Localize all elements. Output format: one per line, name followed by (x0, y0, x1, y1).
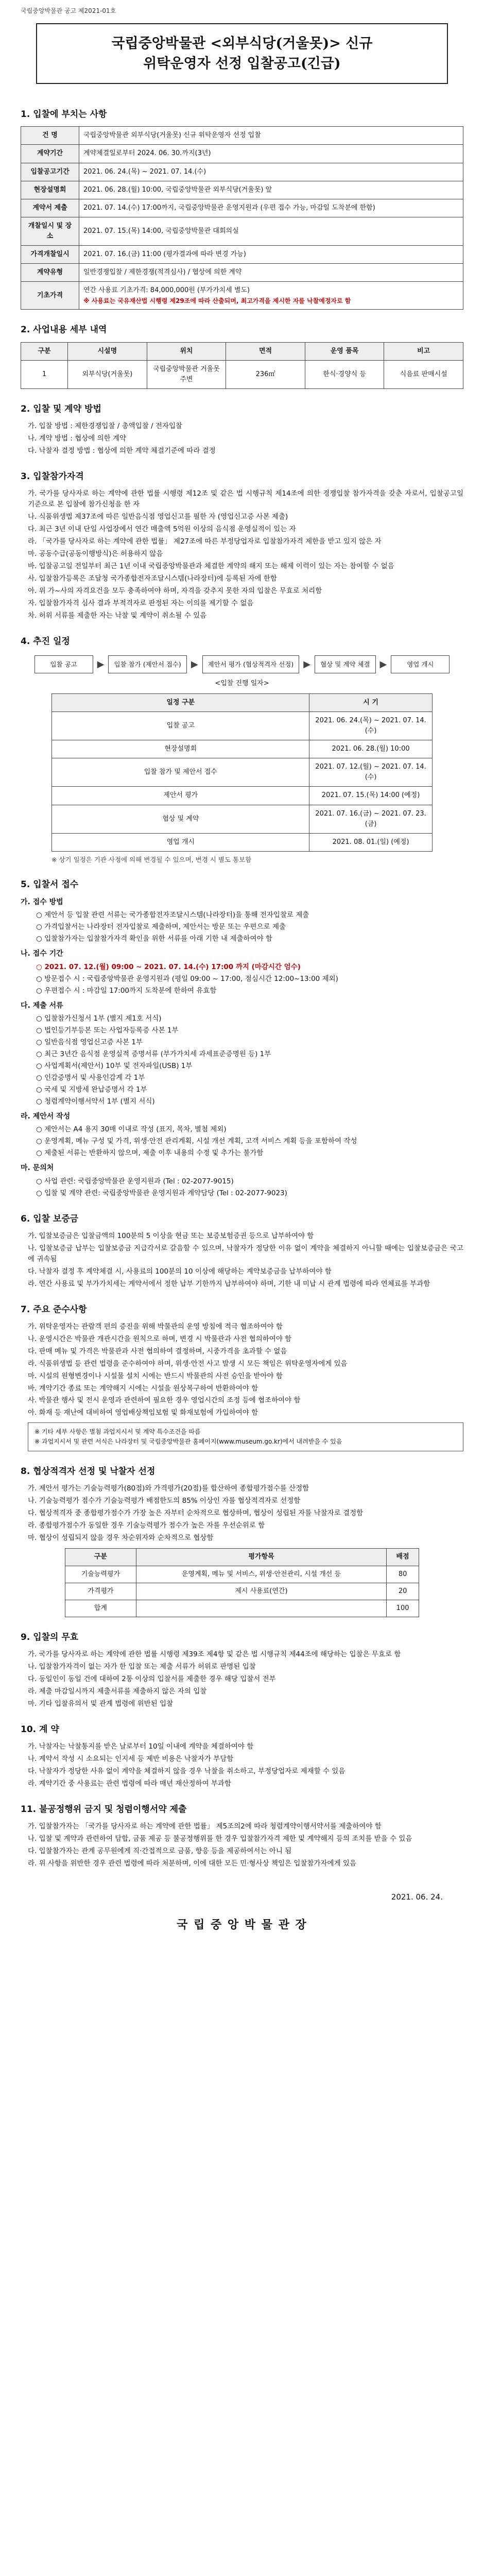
flow-step: 제안서 평가 (협상적격자 선정) (202, 655, 300, 674)
list-item: ○ 최근 3년간 음식점 운영실적 증명서류 (부가가치세 과세표준증명원 등) 1부 (36, 1050, 271, 1059)
list-item: 차. 허위 서류를 제출한 자는 낙찰 및 계약이 취소될 수 있음 (28, 611, 207, 620)
list-item: 나. 계약서 작성 시 소요되는 인지세 등 제반 비용은 낙찰자가 부담함 (28, 1755, 234, 1764)
notice-date: 2021. 06. 24. (391, 1892, 443, 1902)
subsection-title: 가. 접수 방법 (21, 897, 63, 906)
list-item: ○ 제안서는 A4 용지 30매 이내로 작성 (표지, 목차, 별첨 제외) (36, 1125, 227, 1134)
subsection-title: 라. 제안서 작성 (21, 1112, 71, 1121)
schedule-flow (21, 655, 463, 674)
list-item: ○ 입찰 및 계약 관련: 국립중앙박물관 운영지원과 계약담당 (Tel : 02-2077-9023) (36, 1189, 287, 1197)
table-header-row: 구분 평가항목 배점 (65, 1549, 419, 1566)
list-item: ○ 우편접수 시 : 마감일 17:00까지 도착분에 한하여 유효함 (36, 986, 217, 995)
list-item: ○ 2021. 07. 12.(월) 09:00 ~ 2021. 07. 14.(수) 17:00 까지 (마감시간 엄수) (36, 962, 301, 971)
section-5-title: 4. 추진 일정 (21, 636, 70, 647)
list-item: 마. 공동수급(공동이행방식)은 허용하지 않음 (28, 550, 163, 558)
list-item: 라. 위 사항을 위반한 경우 관련 법령에 따라 처분하며, 이에 대한 모든 민·형사상 책임은 입찰참가자에게 있음 (28, 1859, 357, 1868)
list-item: 라. 식품위생법 등 관련 법령을 준수하여야 하며, 위생·안전 사고 발생 시 모든 책임은 위탁운영자에게 있음 (28, 1359, 348, 1368)
list-item: 마. 협상이 성립되지 않을 경우 차순위자와 순차적으로 협상함 (28, 1533, 214, 1542)
list-item: ○ 입찰참가자는 입찰참가자격 확인을 위한 서류를 아래 기한 내 제출하여야 함 (36, 935, 272, 943)
list-item: 가. 제안서 평가는 기술능력평가(80점)와 가격평가(20점)를 합산하여 종합평가점수를 산정함 (28, 1484, 309, 1493)
list-item: 바. 입찰공고일 전일부터 최근 1년 이내 국립중앙박물관과 체결한 계약의 해지 또는 해제 이력이 있는 자는 참여할 수 없음 (28, 562, 394, 570)
list-item: 마. 기타 입찰유의서 및 관계 법령에 위반된 입찰 (28, 1700, 174, 1708)
list-item: 나. 기술능력평가 점수가 기술능력평가 배점한도의 85% 이상인 자를 협상적격자로 선정함 (28, 1496, 301, 1505)
table-row: 기술능력평가 운영계획, 메뉴 및 서비스, 위생·안전관리, 시설 개선 등 80 (65, 1566, 419, 1583)
flow-step: 영업 개시 (391, 655, 450, 674)
table-row: 영업 개시 2021. 08. 01.(일) (예정) (52, 833, 433, 851)
title-line-1: 국립중앙박물관 <외부식당(거울못)> 신규 (111, 35, 373, 52)
list-item: 나. 입찰보증금 납부는 입찰보증금 지급각서로 갈음할 수 있으며, 낙찰자가 정당한 이유 없이 계약을 체결하지 아니할 때에는 입찰보증금은 국고에 귀속됨 (28, 1244, 463, 1263)
list-item: 다. 낙찰자가 정당한 사유 없이 계약을 체결하지 않을 경우 낙찰을 취소하고, 부정당업자로 제재할 수 있음 (28, 1767, 345, 1776)
list-item: 아. 위 가~사의 자격요건을 모두 충족하여야 하며, 자격을 갖추지 못한 자의 입찰은 무효로 처리함 (28, 586, 322, 595)
list-item: 다. 판매 메뉴 및 가격은 박물관과 사전 협의하여 결정하며, 시중가격을 초과할 수 없음 (28, 1347, 287, 1355)
section-9-title: 8. 협상적격자 선정 및 낙찰자 선정 (21, 1466, 155, 1477)
table-row: 제안서 평가 2021. 07. 15.(목) 14:00 (예정) (52, 787, 433, 805)
table-row: 현장설명회 2021. 06. 28.(월) 10:00 (52, 740, 433, 758)
detail-table (21, 342, 463, 389)
table-row: 입찰 참가 및 제안서 접수 2021. 07. 12.(월) ~ 2021. 07. 14.(수) (52, 758, 433, 787)
flow-step: 입찰 공고 (34, 655, 93, 674)
list-item: 자. 입찰참가자격 심사 결과 부적격자로 판정된 자는 이의를 제기할 수 없음 (28, 599, 254, 607)
table-row: 가격평가 제시 사용료(연간) 20 (65, 1583, 419, 1600)
subsection-title: 마. 문의처 (21, 1164, 54, 1173)
list-item: ○ 인감증명서 및 사용인감계 각 1부 (36, 1073, 145, 1082)
list-item: 가. 입찰 방법 : 제한경쟁입찰 / 총액입찰 / 전자입찰 (28, 422, 183, 431)
list-item: ○ 사업계획서(제안서) 10부 및 전자파일(USB) 1부 (36, 1061, 193, 1070)
section-8-title: 7. 주요 준수사항 (21, 1304, 87, 1315)
list-item: 가. 입찰보증금은 입찰금액의 100분의 5 이상을 현금 또는 보증보험증권 등으로 납부하여야 함 (28, 1231, 314, 1240)
list-item: 다. 낙찰자 결정 후 계약체결 시, 사용료의 100분의 10 이상에 해당하는 계약보증금을 납부하여야 함 (28, 1267, 332, 1276)
arrow-right-icon: ▶ (191, 658, 198, 670)
list-item: 라. 「국가를 당사자로 하는 계약에 관한 법률」 제27조에 따른 부정당업자로 입찰참가자격 제한을 받고 있지 않은 자 (28, 537, 382, 546)
table-header-row: 구분 시설명 위치 면적 운영 품목 비고 (21, 342, 463, 360)
fee-note: ※ 사용료는 국유재산법 시행령 제29조에 따라 산출되며, 최고가격을 제시한 자를 낙찰예정자로 함 (83, 297, 351, 304)
list-item: 가. 국가를 당사자로 하는 계약에 관한 법률 시행령 제39조 제4항 및 같은 법 시행규칙 제44조에 해당하는 입찰은 무효로 함 (28, 1650, 401, 1659)
notice-box (28, 1422, 463, 1451)
section-12-title: 11. 불공정행위 금지 및 청렴이행서약 제출 (21, 1804, 187, 1815)
schedule-note: ※ 상기 일정은 기관 사정에 의해 변경될 수 있으며, 변경 시 별도 통보함 (51, 855, 252, 863)
title-line-2: 위탁운영자 선정 입찰공고(긴급) (143, 55, 341, 72)
list-item: 라. 계약기간 중 사용료는 관련 법령에 따라 매년 재산정하여 부과함 (28, 1780, 232, 1788)
list-item: ○ 제출된 서류는 반환하지 않으며, 제출 이후 내용의 수정 및 추가는 불가함 (36, 1149, 264, 1158)
list-item: 사. 입찰참가등록은 조달청 국가종합전자조달시스템(나라장터)에 등록된 자에 한함 (28, 574, 277, 583)
list-item: 바. 계약기간 종료 또는 계약해지 시에는 시설을 원상복구하여 반환하여야 함 (28, 1384, 258, 1393)
list-item: ○ 사업 관련: 국립중앙박물관 운영지원과 (Tel : 02-2077-9015) (36, 1177, 234, 1185)
list-item: 가. 위탁운영자는 관람객 편의 증진을 위해 박물관의 운영 방침에 적극 협조하여야 함 (28, 1322, 283, 1331)
list-item: 아. 화재 등 재난에 대비하여 영업배상책임보험 및 화재보험에 가입하여야 함 (28, 1409, 258, 1417)
list-item: 사. 박물관 행사 및 전시 운영과 관련하여 필요한 경우 영업시간의 조정 등에 협조하여야 함 (28, 1396, 301, 1405)
list-item: ○ 입찰참가신청서 1부 (별지 제1호 서식) (36, 1014, 162, 1023)
evaluation-table (65, 1548, 419, 1617)
list-item: 나. 계약 방법 : 협상에 의한 계약 (28, 434, 127, 443)
list-item: ○ 국세 및 지방세 완납증명서 각 1부 (36, 1085, 147, 1094)
table-row: 협상 및 계약 2021. 07. 16.(금) ~ 2021. 07. 23.(금) (52, 805, 433, 833)
section-2-title: 2. 사업내용 세부 내역 (21, 325, 107, 335)
list-item: ○ 제안서 등 입찰 관련 서류는 국가종합전자조달시스템(나라장터)을 통해 전자입찰로 제출 (36, 911, 309, 920)
list-item: 다. 입찰참가자는 관계 공무원에게 직·간접적으로 금품, 향응 등을 제공하여서는 아니 됨 (28, 1847, 292, 1856)
table-row: 합계 100 (65, 1600, 419, 1617)
list-item: 다. 낙찰자 결정 방법 : 협상에 의한 계약 체결기준에 따라 결정 (28, 447, 216, 455)
arrow-right-icon: ▶ (303, 658, 311, 670)
box-line: ※ 과업지시서 및 관련 서식은 나라장터 및 국립중앙박물관 홈페이지(www.museum.go.kr)에서 내려받을 수 있음 (34, 1437, 342, 1445)
list-item: 가. 낙찰자는 낙찰통지를 받은 날로부터 10일 이내에 계약을 체결하여야 함 (28, 1742, 254, 1751)
list-item: ○ 일반음식점 영업신고증 사본 1부 (36, 1038, 143, 1047)
list-item: 가. 국가를 당사자로 하는 계약에 관한 법률 시행령 제12조 및 같은 법 시행규칙 제14조에 의한 경쟁입찰 참가자격을 갖춘 자로서, 입찰공고일 기준으로 본 입찰에 참가신청을 한 자 (28, 489, 463, 509)
flow-step: 협상 및 계약 체결 (315, 655, 375, 674)
notice-page (21, 0, 463, 1934)
list-item: 라. 종합평가점수가 동일한 경우 기술능력평가 점수가 높은 자를 우선순위로 함 (28, 1521, 265, 1530)
section-10-title: 9. 입찰의 무효 (21, 1632, 79, 1643)
section-6-title: 5. 입찰서 접수 (21, 879, 79, 890)
list-item: 나. 입찰참가자격이 없는 자가 한 입찰 또는 제출 서류가 허위로 판명된 입찰 (28, 1663, 256, 1671)
schedule-caption: <입찰 진행 일자> (215, 680, 269, 688)
list-item: 마. 시설의 원형변경이나 시설물 설치 시에는 반드시 박물관의 사전 승인을 받아야 함 (28, 1371, 283, 1380)
table-row: 1 외부식당(거울못) 국립중앙박물관 거울못 주변 236㎡ 한식·경양식 등 식음료 판매시설 (21, 360, 463, 388)
table-row: 가격개찰일시 2021. 07. 16.(금) 11:00 (평가결과에 따라 변경 가능) (21, 246, 463, 264)
table-row: 입찰 공고 2021. 06. 24.(목) ~ 2021. 07. 14.(수) (52, 711, 433, 740)
list-item: ○ 법인등기부등본 또는 사업자등록증 사본 1부 (36, 1026, 179, 1035)
subsection-title: 다. 제출 서류 (21, 1001, 63, 1010)
list-item: 가. 입찰참가자는 「국가를 당사자로 하는 계약에 관한 법률」 제5조의2에 따라 청렴계약이행서약서를 제출하여야 함 (28, 1822, 382, 1831)
section-4-title: 3. 입찰참가자격 (21, 471, 84, 482)
list-item: 다. 최근 3년 이내 단일 사업장에서 연간 매출액 5억원 이상의 음식점 운영실적이 있는 자 (28, 525, 296, 534)
table-row: 개찰일시 및 장소 2021. 07. 15.(목) 14:00, 국립중앙박물관 대회의실 (21, 217, 463, 245)
list-item: 나. 운영시간은 박물관 개관시간을 원칙으로 하며, 변경 시 박물관과 사전 협의하여야 함 (28, 1334, 292, 1343)
list-item: 나. 식품위생법 제37조에 따른 일반음식점 영업신고를 필한 자 (영업신고증 사본 제출) (28, 513, 288, 521)
notice-number: 국립중앙박물관 공고 제2021-01호 (21, 7, 116, 14)
section-7-title: 6. 입찰 보증금 (21, 1213, 79, 1224)
table-row: 입찰공고기간 2021. 06. 24.(목) ~ 2021. 07. 14.(수) (21, 163, 463, 181)
table-row: 계약서 제출 2021. 07. 14.(수) 17:00까지, 국립중앙박물관 운영지원과 (우편 접수 가능, 마감일 도착분에 한함) (21, 199, 463, 217)
list-item: ○ 청렴계약이행서약서 1부 (별지 서식) (36, 1097, 155, 1106)
table-row: 건 명 국립중앙박물관 외부식당(거울못) 신규 위탁운영자 선정 입찰 (21, 127, 463, 145)
flow-step: 입찰 참가 (제안서 접수) (108, 655, 186, 674)
issuer-name: 국 립 중 앙 박 물 관 장 (177, 1919, 307, 1932)
table-row: 계약기간 계약체결일로부터 2024. 06. 30.까지(3년) (21, 145, 463, 163)
section-1-title: 1. 입찰에 부치는 사항 (21, 109, 107, 120)
box-line: ※ 기타 세부 사항은 별첨 과업지시서 및 계약 특수조건을 따름 (34, 1428, 201, 1436)
section-3-title: 2. 입찰 및 계약 방법 (21, 403, 101, 414)
list-item: 나. 입찰 및 계약과 관련하여 담합, 금품 제공 등 불공정행위를 한 경우 입찰참가자격 제한 및 계약해지 등의 조치를 받을 수 있음 (28, 1835, 412, 1843)
bid-info-table (21, 126, 463, 310)
table-row: 기초가격 연간 사용료 기초가격: 84,000,000원 (부가가치세 별도) ※ 사용료는 국유재산법 시행령 제29조에 따라 산출되며, 최고가격을 제시한 자를 낙찰예정자로 함 (21, 282, 463, 310)
subsection-title: 나. 접수 기간 (21, 950, 63, 958)
list-item: 다. 동일인이 동일 건에 대하여 2통 이상의 입찰서를 제출한 경우 해당 입찰서 전부 (28, 1675, 276, 1684)
list-item: ○ 방문접수 시 : 국립중앙박물관 운영지원과 (평일 09:00 ~ 17:00, 점심시간 12:00~13:00 제외) (36, 974, 338, 983)
table-row: 계약유형 일반경쟁입찰 / 제한경쟁(적격심사) / 협상에 의한 계약 (21, 264, 463, 282)
list-item: 라. 제출 마감일시까지 제출서류를 제출하지 않은 자의 입찰 (28, 1687, 207, 1696)
section-11-title: 10. 계 약 (21, 1724, 59, 1735)
table-row: 현장설명회 2021. 06. 28.(월) 10:00, 국립중앙박물관 외부식당(거울못) 앞 (21, 181, 463, 199)
list-item: 라. 연간 사용료 및 부가가치세는 계약서에서 정한 납부 기한까지 납부하여야 하며, 기한 내 미납 시 관계 법령에 따라 연체료를 부과함 (28, 1279, 430, 1288)
arrow-right-icon: ▶ (97, 658, 105, 670)
title-box (36, 23, 448, 84)
list-item: ○ 운영계획, 메뉴 구성 및 가격, 위생·안전 관리계획, 시설 개선 계획, 고객 서비스 계획 등을 포함하여 작성 (36, 1137, 357, 1146)
list-item: ○ 가격입찰서는 나라장터 전자입찰로 제출하며, 제안서는 방문 또는 우편으로 제출 (36, 923, 286, 931)
schedule-table (51, 693, 433, 852)
arrow-right-icon: ▶ (379, 658, 387, 670)
list-item: 다. 협상적격자 중 종합평가점수가 가장 높은 자부터 순차적으로 협상하며, 협상이 성립된 자를 낙찰자로 결정함 (28, 1509, 364, 1517)
table-header-row: 일정 구분 시 기 (52, 693, 433, 711)
